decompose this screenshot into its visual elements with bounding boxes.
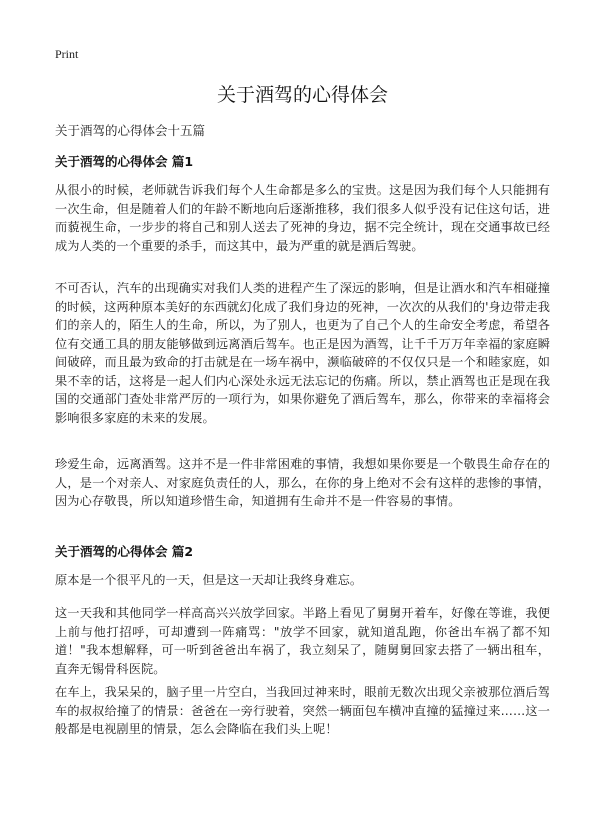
document-title: 关于酒驾的心得体会 [216,84,388,106]
paragraph-1-1: 从很小的时候，老师就告诉我们每个人生命都是多么的宝贵。这是因为我们每个人只能拥有一次生命，但是随着人们的年龄不断地向后逐渐推移，我们很多人似乎没有记住这句话，进而藐视生命，一步步的将自己和别人送去了死神的身边，据不完全统计，现在交通事故已经成为人类的一个重要的杀手，而这其中，最为严重的就是酒后驾驶。 [55,183,550,253]
paragraph-2-1: 原本是一个很平凡的一天，但是这一天却让我终身难忘。 [55,573,363,587]
paragraph-1-3: 珍爱生命，远离酒驾。这并不是一件非常困难的事情，我想如果你要是一个敬畏生命存在的人，是一个对亲人、对家庭负责任的人，那么，在你的身上绝对不会有这样的悲惨的事情，因为心存敬畏，所以知道珍惜生命，知道拥有生命并不是一件容易的事情。 [55,457,550,508]
print-link[interactable]: Print [55,47,79,61]
paragraph-1-2: 不可否认，汽车的出现确实对我们人类的进程产生了深远的影响，但是让酒水和汽车相碰撞的时候，这两种原本美好的东西就幻化成了我们身边的死神，一次次的从我们的'身边带走我们的亲人的，陌生人的生命，所以，为了别人，也更为了自己个人的生命安全考虑，希望各位有交通工具的朋友能够做到远离酒后驾车。也正是因为酒驾，让千千万万年幸福的家庭瞬间破碎，而且最为致命的打击就是在一场车祸中，濒临破碎的不仅仅只是一个和睦家庭，如果不幸的话，这将是一起人们内心深处永远无法忘记的伤痛。所以，禁止酒驾也正是现在我国的交通部门查处非常严厉的一项行为，如果你避免了酒后驾车，那么，你带来的幸福将会影响很多家庭的未来的发展。 [55,281,550,425]
section-heading-1: 关于酒驾的心得体会 篇1 [55,154,194,169]
paragraph-2-2: 这一天我和其他同学一样高高兴兴放学回家。半路上看见了舅舅开着车，好像在等谁，我便上前与他打招呼，可却遭到一阵痛骂："放学不回家，就知道乱跑，你爸出车祸了都不知道！"我本想解释，可一听到爸爸出车祸了，我立刻呆了，随舅舅回家去搭了一辆出租车，直奔无锡骨科医院。 [55,606,550,676]
paragraph-2-3: 在车上，我呆呆的，脑子里一片空白，当我回过神来时，眼前无数次出现父亲被那位酒后驾车的叔叔给撞了的情景：爸爸在一旁行驶着，突然一辆面包车横冲直撞的猛撞过来……这一般都是电视剧里的情景，怎么会降临在我们头上呢！ [55,685,550,736]
section-heading-2: 关于酒驾的心得体会 篇2 [55,544,194,559]
document-subtitle: 关于酒驾的心得体会十五篇 [55,123,206,138]
